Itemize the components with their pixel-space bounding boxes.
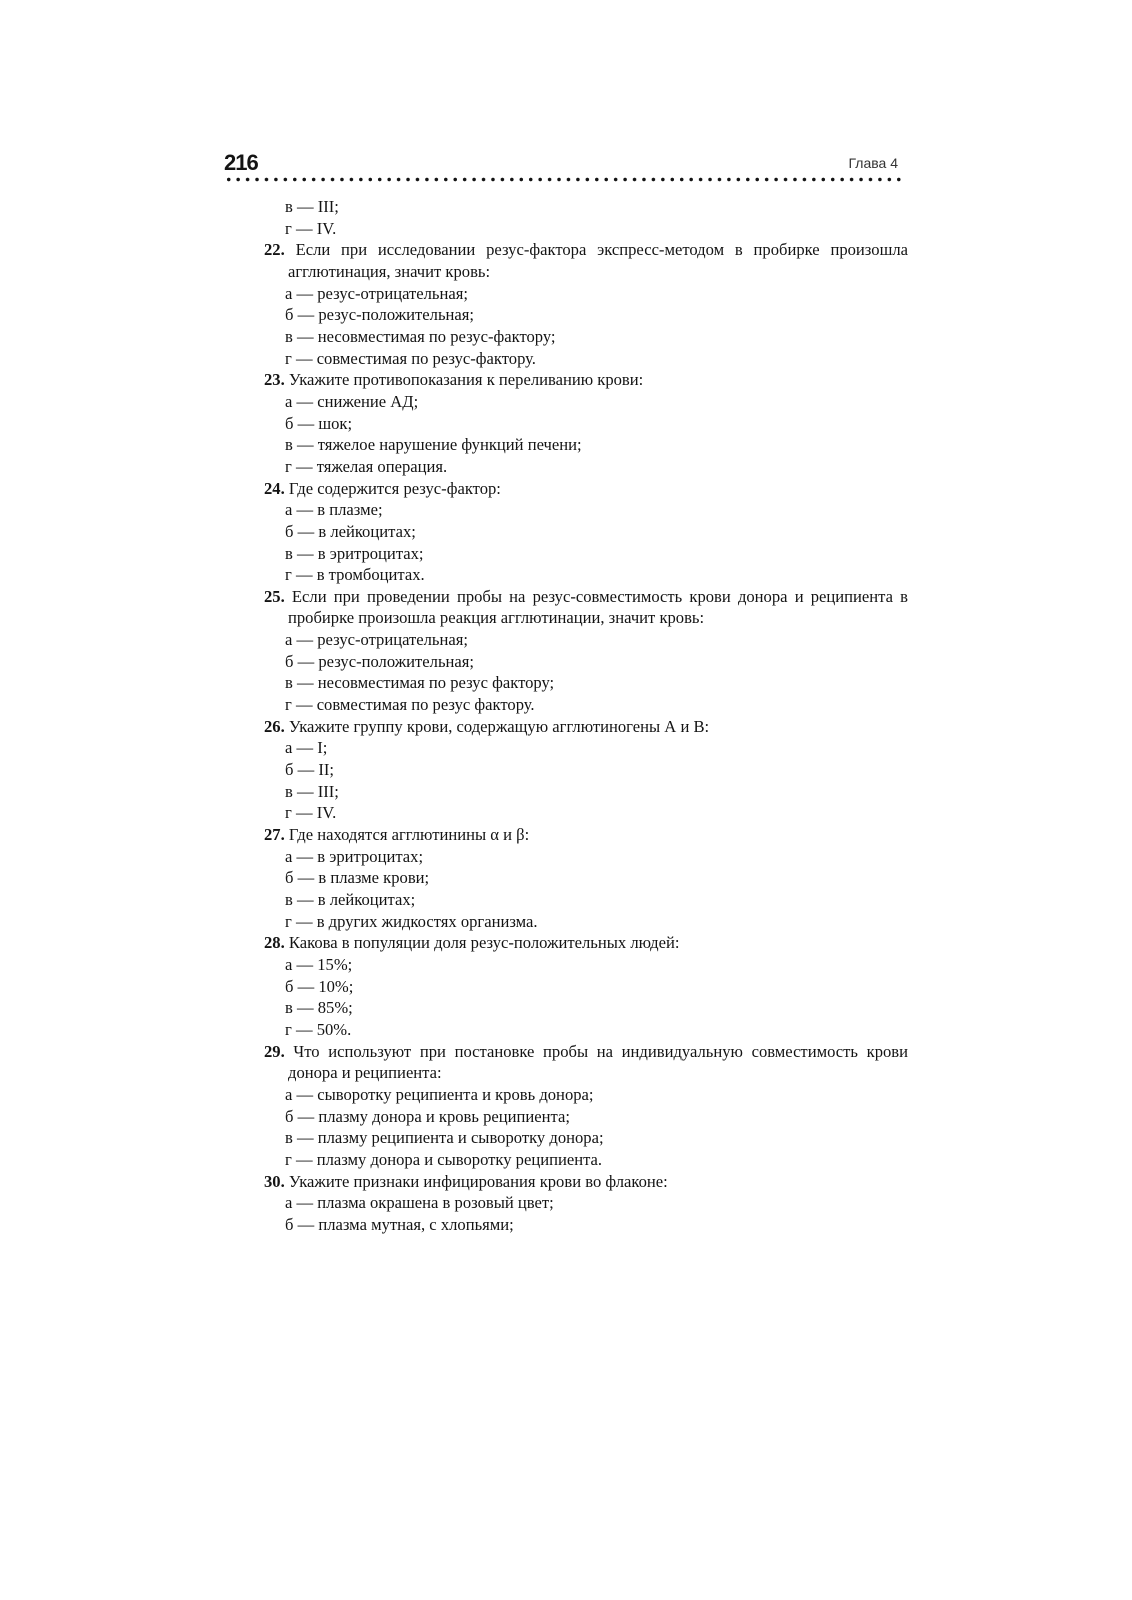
question-29 (264, 1041, 908, 1084)
question-number: 30. (264, 1171, 285, 1191)
option: г — в тромбоцитах. (285, 565, 425, 585)
question-27 (264, 824, 908, 846)
question-list (264, 196, 908, 1236)
option: б — в лейкоцитах; (285, 521, 416, 541)
question-number: 23. (264, 370, 285, 390)
question-text: Что используют при постановке пробы на индивидуальную совместимость крови донора и реципиента: (288, 1041, 908, 1083)
option: б — плазму донора и кровь реципиента; (285, 1106, 570, 1126)
question-text: Где находятся агглютинины α и β: (288, 825, 530, 845)
question-26 (264, 716, 908, 738)
question-30 (264, 1171, 908, 1193)
option: г — в других жидкостях организма. (285, 911, 538, 931)
question-text: Если при исследовании резус-фактора экспресс-методом в пробирке произошла агглютинация, значит кровь: (288, 240, 908, 281)
option: в — несовместимая по резус фактору; (285, 673, 555, 693)
question-text: Где содержится резус-фактор: (288, 478, 501, 498)
option: б — резус-положительная; (285, 305, 475, 325)
question-number: 25. (264, 586, 285, 606)
question-text: Укажите противопоказания к переливанию крови: (288, 370, 644, 390)
option: а — в плазме; (285, 500, 383, 520)
option: г — совместимая по резус-фактору. (285, 348, 536, 368)
option: б — резус-положительная; (285, 651, 475, 671)
option: в — в эритроцитах; (285, 543, 424, 563)
question-number: 26. (264, 716, 285, 736)
option: а — сыворотку реципиента и кровь донора; (285, 1084, 594, 1104)
question-number: 24. (264, 478, 285, 498)
question-25 (264, 586, 908, 629)
question-text: Если при проведении пробы на резус-совместимость крови донора и реципиента в пробирке произошла реакция агглютинации, значит кровь: (288, 586, 908, 628)
option: г — совместимая по резус фактору. (285, 695, 535, 715)
option: б — плазма мутная, с хлопьями; (285, 1214, 514, 1234)
question-28 (264, 932, 908, 954)
option: а — снижение АД; (285, 391, 419, 411)
option: в — несовместимая по резус-фактору; (285, 326, 556, 346)
question-24 (264, 478, 908, 500)
option: а — плазма окрашена в розовый цвет; (285, 1193, 554, 1213)
option: г — 50%. (285, 1019, 352, 1039)
option: а — I; (285, 738, 328, 758)
option: а — резус-отрицательная; (285, 283, 468, 303)
option: в — III; (285, 781, 339, 801)
option: б — в плазме крови; (285, 868, 430, 888)
option: б — 10%; (285, 976, 354, 996)
option: а — в эритроцитах; (285, 846, 424, 866)
option: а — 15%; (285, 954, 353, 974)
chapter-title: Глава 4 (848, 155, 898, 171)
page-header (224, 150, 904, 184)
question-number: 29. (264, 1041, 285, 1061)
option: в — тяжелое нарушение функций печени; (285, 435, 582, 455)
option: б — шок; (285, 413, 353, 433)
question-23 (264, 369, 908, 391)
question-22 (264, 239, 908, 282)
option: г — плазму донора и сыворотку реципиента. (285, 1149, 603, 1169)
option: в — III; (285, 197, 339, 216)
option: г — IV. (285, 218, 337, 238)
page-number: 216 (224, 150, 258, 175)
question-text: Укажите признаки инфицирования крови во флаконе: (288, 1171, 668, 1191)
option: в — 85%; (285, 998, 353, 1018)
option: а — резус-отрицательная; (285, 630, 468, 650)
option: в — плазму реципиента и сыворотку донора; (285, 1128, 604, 1148)
dotted-rule (224, 177, 904, 182)
option: г — IV. (285, 803, 337, 823)
question-text: Укажите группу крови, содержащую агглютиногены А и В: (288, 716, 710, 736)
question-text: Какова в популяции доля резус-положительных людей: (288, 933, 680, 953)
option: б — II; (285, 760, 334, 780)
question-number: 28. (264, 933, 285, 953)
option: в — в лейкоцитах; (285, 890, 416, 909)
question-number: 22. (264, 240, 285, 260)
question-number: 27. (264, 825, 285, 845)
option: г — тяжелая операция. (285, 456, 448, 476)
